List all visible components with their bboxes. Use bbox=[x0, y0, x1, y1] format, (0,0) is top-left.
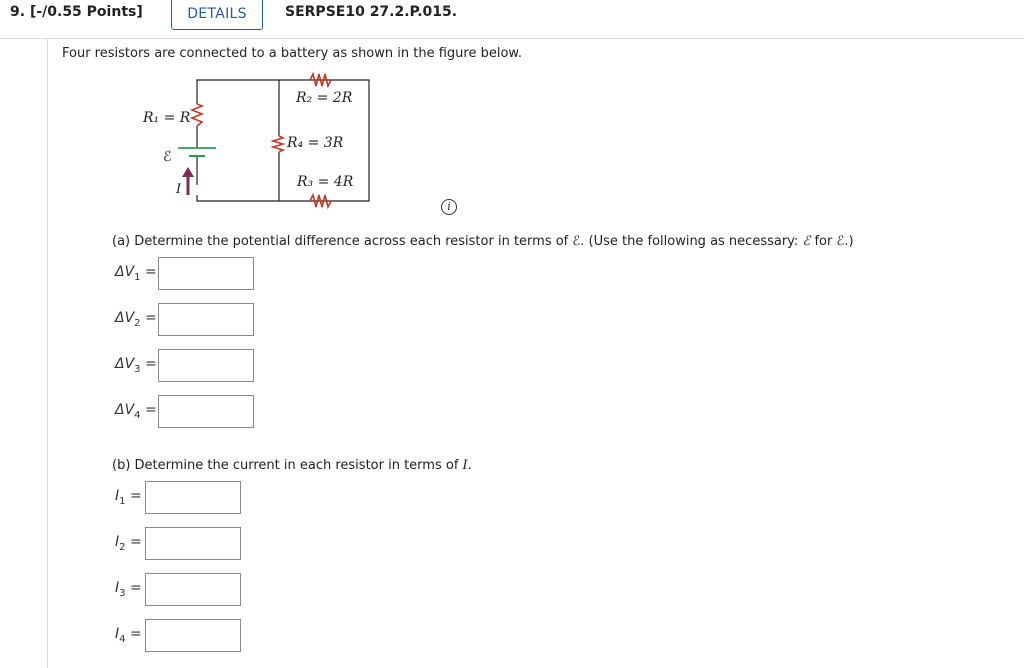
delta-v2-input[interactable] bbox=[158, 303, 254, 336]
part-a-end: .) bbox=[844, 234, 854, 249]
question-points: [-/0.55 Points] bbox=[29, 4, 143, 20]
part-b-text: (b) Determine the current in each resistor in terms of bbox=[112, 458, 463, 473]
emf-symbol: ℰ bbox=[572, 234, 581, 249]
delta-v1-input[interactable] bbox=[158, 257, 254, 290]
question-number: 9. bbox=[10, 4, 26, 20]
delta-v1-label: $\Delta V_1$ = bbox=[115, 264, 157, 283]
circuit-figure bbox=[0, 0, 1024, 230]
delta-v3-label: $\Delta V_3$ = bbox=[115, 356, 157, 375]
part-b-prompt bbox=[112, 458, 472, 473]
r4-label: R₄ = 3R bbox=[287, 135, 344, 151]
r2-label: R₂ = 2R bbox=[296, 90, 353, 106]
emf-input-symbol: ℰ bbox=[802, 234, 811, 249]
emf-label: ℰ bbox=[163, 149, 172, 165]
part-a-hint: . (Use the following as necessary: bbox=[580, 234, 803, 249]
i3-input[interactable] bbox=[145, 573, 241, 606]
i1-label: $I_1$ = bbox=[115, 488, 142, 507]
i4-input[interactable] bbox=[145, 619, 241, 652]
part-b-end: . bbox=[467, 458, 472, 473]
resistor-r4 bbox=[273, 136, 283, 152]
current-symbol: I bbox=[462, 458, 468, 473]
current-arrow-icon bbox=[182, 167, 194, 195]
current-label: I bbox=[176, 182, 182, 197]
info-icon[interactable]: i bbox=[441, 199, 457, 215]
question-intro: Four resistors are connected to a battery as shown in the figure below. bbox=[62, 46, 522, 61]
delta-v4-input[interactable] bbox=[158, 395, 254, 428]
part-a-prompt bbox=[112, 234, 854, 249]
resistor-r1 bbox=[192, 104, 202, 126]
delta-v3-input[interactable] bbox=[158, 349, 254, 382]
details-button[interactable]: DETAILS bbox=[171, 0, 263, 30]
i2-input[interactable] bbox=[145, 527, 241, 560]
r3-label: R₃ = 4R bbox=[297, 174, 354, 190]
question-code: SERPSE10 27.2.P.015. bbox=[285, 4, 458, 20]
delta-v2-label: $\Delta V_2$ = bbox=[115, 310, 157, 329]
i1-input[interactable] bbox=[145, 481, 241, 514]
part-a-for: for bbox=[810, 234, 837, 249]
i4-label: $I_4$ = bbox=[115, 626, 142, 645]
battery-icon bbox=[178, 148, 216, 156]
part-a-text: (a) Determine the potential difference across each resistor in terms of bbox=[112, 234, 573, 249]
i2-label: $I_2$ = bbox=[115, 534, 142, 553]
emf-symbol: ℰ bbox=[836, 234, 845, 249]
r1-label: R₁ = R bbox=[143, 110, 191, 126]
i3-label: $I_3$ = bbox=[115, 580, 142, 599]
delta-v4-label: $\Delta V_4$ = bbox=[115, 402, 157, 421]
